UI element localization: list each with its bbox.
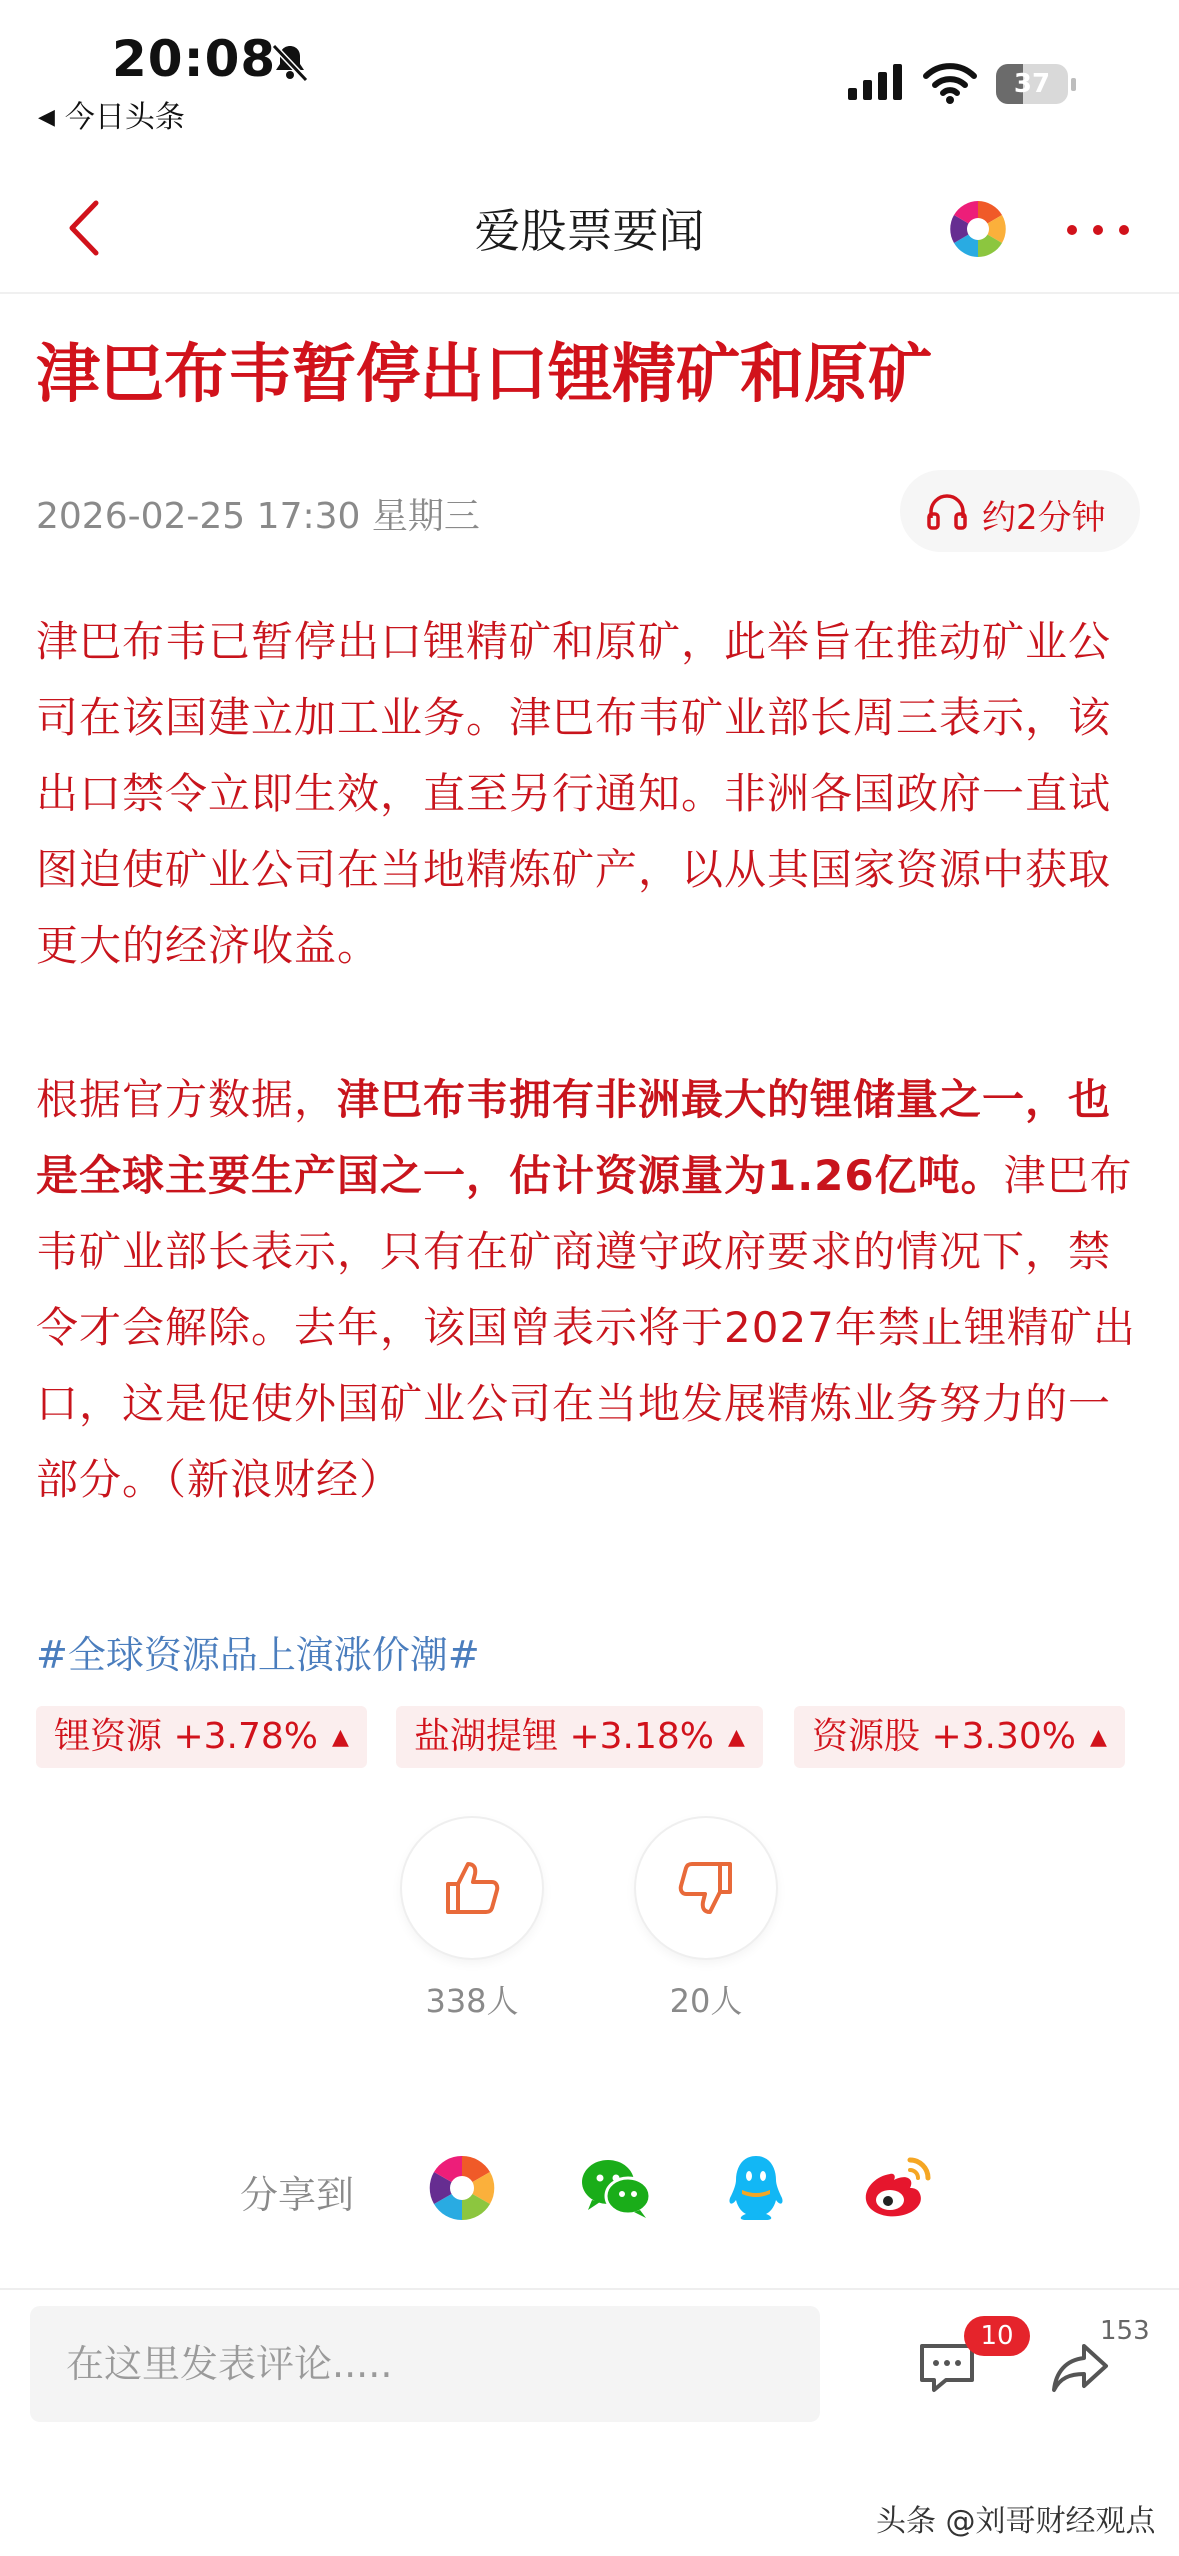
up-triangle-icon: ▲ — [727, 1725, 745, 1750]
p2-lead: 根据官方数据， — [36, 1075, 338, 1124]
comment-count-badge: 10 — [964, 2316, 1030, 2356]
more-options-icon[interactable] — [1060, 215, 1136, 245]
wifi-icon — [922, 62, 978, 106]
stock-chip-lithium[interactable] — [36, 1706, 367, 1768]
battery-cap — [1071, 78, 1076, 91]
back-to-app-link[interactable] — [38, 92, 185, 136]
battery-level: 37 — [1013, 69, 1051, 99]
nav-divider — [0, 292, 1179, 294]
thumbs-down-icon — [674, 1856, 738, 1920]
cellular-signal-icon — [846, 62, 908, 106]
headphones-icon — [926, 492, 968, 532]
battery-body — [996, 64, 1068, 104]
thumbs-up-icon — [440, 1856, 504, 1920]
article-paragraph-1: 津巴布韦已暂停出口锂精矿和原矿，此举旨在推动矿业公司在该国建立加工业务。津巴布韦矿业部长周三表示，该出口禁令立即生效，直至另行通知。非洲各国政府一直试图迫使矿业公司在当地精炼矿产，以从其国家资源中获取更大的经济收益。 — [36, 617, 1112, 970]
battery-indicator — [996, 64, 1076, 104]
listen-duration: 约2分钟 — [982, 498, 1106, 538]
up-triangle-icon: ▲ — [331, 1725, 349, 1750]
page-title: 爱股票要闻 — [474, 204, 705, 258]
watermark: 头条 @刘哥财经观点 — [876, 2504, 1156, 2539]
wechat-icon[interactable] — [578, 2150, 654, 2226]
article-paragraph-2 — [36, 1062, 1150, 1518]
like-button[interactable] — [402, 1818, 542, 1958]
article-date: 2026-02-25 17:30 星期三 — [36, 496, 480, 537]
p2-rest: 津巴布韦矿业部长表示，只有在矿商遵守政府要求的情况下，禁令才会解除。去年，该国曾表示将于2027年禁止锂精矿出口，这是促使外国矿业公司在当地发展精炼业务努力的一部分。（新浪财经） — [36, 1151, 1136, 1504]
p2-bold: 津巴布韦拥有非洲最大的锂储量之一，也是全球主要生产国之一，估计资源量为1.26亿吨。 — [36, 1075, 1112, 1200]
status-time: 20:08 — [112, 30, 277, 88]
up-triangle-icon: ▲ — [1089, 1725, 1107, 1750]
back-app-label: 今日头条 — [64, 100, 185, 135]
like-count: 338人 — [425, 1982, 519, 2020]
chip-label: 锂资源 +3.78% — [54, 1716, 318, 1757]
nav-bar — [0, 165, 1179, 295]
comment-box — [30, 2306, 820, 2422]
dislike-count: 20人 — [669, 1982, 743, 2020]
qq-icon[interactable] — [718, 2150, 794, 2226]
weibo-icon[interactable] — [858, 2150, 934, 2226]
back-triangle-icon: ◀ — [38, 105, 55, 130]
aigupiao-share-icon[interactable] — [424, 2150, 500, 2226]
forward-arrow-icon — [1048, 2340, 1112, 2396]
status-bar — [0, 0, 1179, 140]
stock-chip-resources[interactable] — [794, 1706, 1125, 1768]
forward-count: 153 — [1100, 2316, 1150, 2346]
listen-button[interactable] — [900, 470, 1140, 552]
topic-hashtag-link[interactable]: #全球资源品上演涨价潮# — [36, 1633, 480, 1677]
article-headline: 津巴布韦暂停出口锂精矿和原矿 — [36, 338, 932, 412]
bottom-divider — [0, 2288, 1179, 2290]
stock-chips — [36, 1706, 1146, 1768]
comment-input[interactable] — [30, 2306, 820, 2422]
bell-muted-icon — [268, 40, 312, 84]
dislike-button[interactable] — [636, 1818, 776, 1958]
chip-label: 资源股 +3.30% — [812, 1716, 1076, 1757]
chip-label: 盐湖提锂 +3.18% — [414, 1716, 714, 1757]
stock-chip-salt-lake[interactable] — [396, 1706, 763, 1768]
aigupiao-logo-icon[interactable] — [946, 197, 1010, 261]
share-label: 分享到 — [240, 2173, 355, 2217]
